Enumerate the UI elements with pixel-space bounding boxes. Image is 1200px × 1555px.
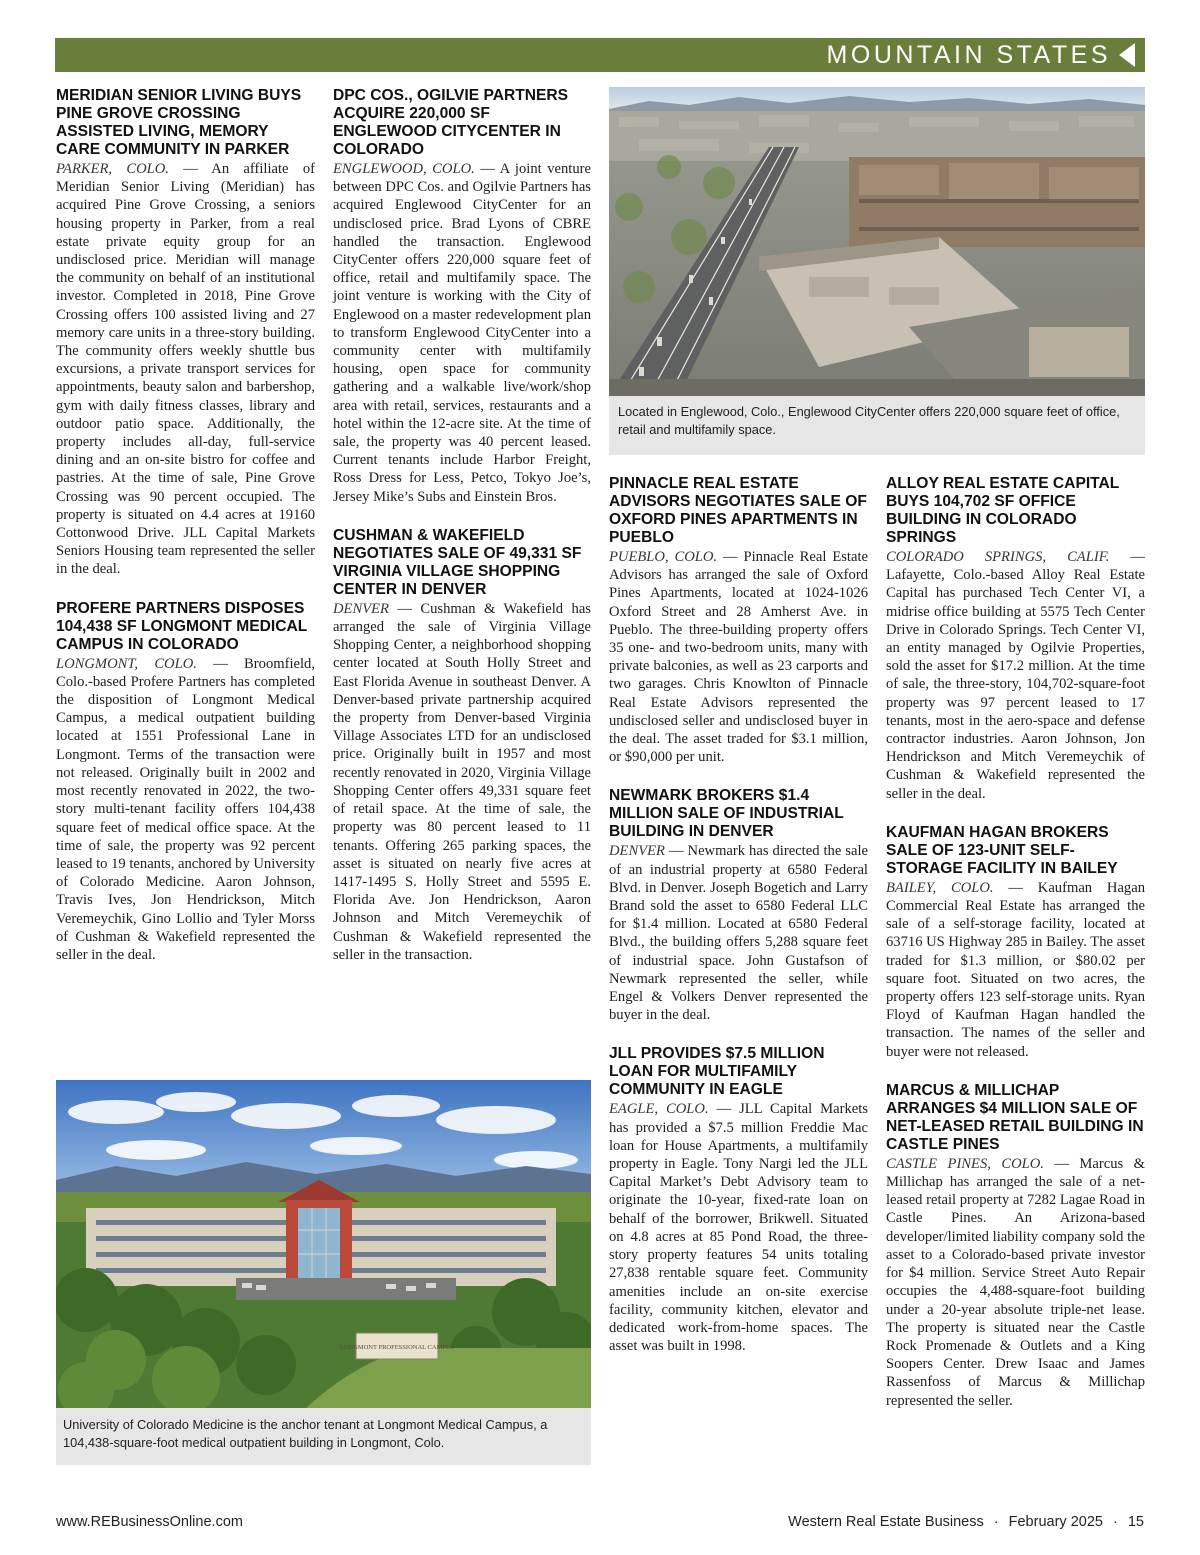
column-1 xyxy=(56,87,315,985)
article-headline: JLL PROVIDES $7.5 MILLION LOAN FOR MULTIFAMILY COMMUNITY IN EAGLE xyxy=(609,1045,825,1099)
article-text: — Cushman & Wakefield has arranged the sale of Virginia Village Shopping Center, a neighborhood shopping center located at South Holly Street and East Florida Avenue in southeast Denver. A Denver-based private partnership acquired the property from Denver-based Virginia Village Associates LTD for an undisclosed price. Originally built in 1957 and most recently renovated in 2020, Virginia Village Shopping Center offers 49,331 square feet of retail space. At the time of sale, the property was 80 percent leased to 11 tenants. Offering 265 parking spaces, the asset is situated on nearly five acres at 1417-1495 S. Holly Street and 5595 E. Florida Ave. Jon Hendrickson, Aaron Johnson and Mitch Veremeychik of Cushman & Wakefield represented the seller in the transaction. xyxy=(333,600,591,963)
article-text: — Marcus & Millichap has arranged the sale of a net-leased retail property at 7282 Lagae Road in Castle Pines. An Arizona-based developer/limited liability company sold the asset to a Colorado-based private investor for $4 million. Service Street Auto Repair occupies the 4,488-square-foot building under a 20-year absolute triple-net lease. The property is situated near the Castle Rock Promenade & Outlets and a King Soopers Center. Drew Isaac and James Rassenfoss of Marcus & Millichap represented the seller. xyxy=(886,1155,1145,1409)
article-text: — Pinnacle Real Estate Advisors has arranged the sale of Oxford Pines Apartments, located at 1024-1026 Oxford Street and 28 Amherst Ave. in Pueblo. The three-building property offers 35 one- and two-bedroom units, many with private balconies, as well as 23 carports and two garages. Chris Knowlton of Pinnacle Real Estate Advisors represented the undisclosed seller and undisclosed buyer in the deal. The asset traded for $3.1 million, or $90,000 per unit. xyxy=(609,549,868,766)
article-jll xyxy=(609,1045,868,1355)
footer-publication: Western Real Estate Business xyxy=(788,1514,984,1530)
article-dateline: LONGMONT, COLO. xyxy=(56,655,197,672)
article-cushman xyxy=(333,527,591,964)
footer-separator: · xyxy=(993,1514,999,1530)
column-2 xyxy=(333,87,591,985)
article-pinnacle xyxy=(609,475,868,766)
article-marcus xyxy=(886,1082,1145,1410)
banner-arrow-icon xyxy=(1119,43,1135,67)
footer-separator: · xyxy=(1112,1514,1118,1530)
article-body xyxy=(56,160,315,579)
article-dateline: CASTLE PINES, COLO. xyxy=(886,1155,1044,1172)
article-dateline: DENVER xyxy=(609,843,665,860)
article-text: — An affiliate of Meridian Senior Living (Meridian) has acquired Pine Grove Crossing, a seniors housing property in Parker, from a real estate private equity group for an undisclosed price. Meridian will manage the community on behalf of an institutional investor. Completed in 2018, Pine Grove Crossing offers 100 assisted living and 27 memory care units in a three-story building. The community offers weekly shuttle bus excursions, a private transport services for appointments, beauty salon and barbershop, gym with daily fitness classes, library and outdoor patio space. Additionally, the property includes all-day, full-service dining and an on-site bistro for coffee and pastries. At the time of sale, Pine Grove Crossing was 90 percent occupied. The property is situated on 4.4 acres at 19160 Cottonwood Drive. JLL Capital Markets Seniors Housing team represented the seller in the deal. xyxy=(56,161,315,578)
article-text: — JLL Capital Markets has provided a $7.5 million Freddie Mac loan for House Apartments, a multifamily property in Eagle. Tony Nargi led the JLL Capital Market’s Debt Advisory team to originate the 10-year, fixed-rate loan on behalf of the borrower, Brikwell. Situated on 4.8 acres at 85 Pond Road, the three-story property features 54 units totaling 27,838 rentable square feet. Community amenities include an on-site exercise facility, community kitchen, elevator and dedicated work-from-home spaces. The asset was built in 1998. xyxy=(609,1101,868,1355)
article-body xyxy=(886,548,1145,803)
article-dateline: PARKER, COLO. xyxy=(56,161,169,177)
article-dateline: PUEBLO, COLO. xyxy=(609,549,718,565)
article-dpc xyxy=(333,87,591,506)
photo-longmont-frame xyxy=(56,1080,591,1465)
article-headline: MARCUS & MILLICHAP ARRANGES $4 MILLION SALE OF NET-LEASED RETAIL BUILDING IN CASTLE PINES xyxy=(886,1081,1144,1153)
article-dateline: ENGLEWOOD, COLO. xyxy=(333,161,475,177)
column-3 xyxy=(609,475,868,1376)
article-headline: KAUFMAN HAGAN BROKERS SALE OF 123-UNIT SELF-STORAGE FACILITY IN BAILEY xyxy=(886,823,1118,877)
footer-website: www.REBusinessOnline.com xyxy=(56,1514,243,1530)
article-body xyxy=(609,548,868,766)
article-kaufman xyxy=(886,824,1145,1061)
article-dateline: BAILEY, COLO. xyxy=(886,879,994,896)
page-number: 15 xyxy=(1127,1514,1144,1530)
photo-longmont-caption: University of Colorado Medicine is the anchor tenant at Longmont Medical Campus, a 104,438-square-foot medical outpatient building in Longmont, Colo. xyxy=(63,1417,548,1450)
photo-longmont-sign-text: LONGMONT PROFESSIONAL CAMPUS xyxy=(339,1344,455,1351)
article-text: — Kaufman Hagan Commercial Real Estate has arranged the sale of a self-storage facility, located at 63716 US Highway 285 in Bailey. The asset traded for $1.3 million, or $80.02 per square foot. Situated on two acres, the property offers 123 self-storage units. Ryan Floyd of Kaufman Hagan handled the transaction. The names of the seller and buyer were not released. xyxy=(886,879,1146,1060)
article-headline: NEWMARK BROKERS $1.4 MILLION SALE OF INDUSTRIAL BUILDING IN DENVER xyxy=(609,787,844,841)
footer-issue: February 2025 xyxy=(1008,1514,1103,1530)
photo-englewood-frame xyxy=(609,87,1145,455)
section-banner xyxy=(55,38,1145,72)
article-profere xyxy=(56,600,315,964)
article-body xyxy=(609,842,868,1024)
article-body xyxy=(886,1155,1145,1410)
footer-right xyxy=(788,1514,1144,1530)
article-dateline: DENVER xyxy=(333,600,389,617)
article-body xyxy=(886,879,1145,1061)
article-headline: PROFERE PARTNERS DISPOSES 104,438 SF LONGMONT MEDICAL CAMPUS IN COLORADO xyxy=(56,599,307,653)
article-dateline: EAGLE, COLO. xyxy=(609,1101,709,1118)
article-alloy xyxy=(886,475,1145,803)
article-text: — A joint venture between DPC Cos. and Ogilvie Partners has acquired Englewood CityCenter for an undisclosed price. Brad Lyons of CBRE handled the transaction. Englewood CityCenter offers 220,000 square feet of office, retail and multifamily space. The joint venture is working with the City of Englewood on a master redevelopment plan to transform Englewood CityCenter into a community center with multifamily housing, open space for community gathering and a walkable live/work/shop area with retail, services, restaurants and a hotel within the 12-acre site. At the time of sale, the property was 40 percent leased. Current tenants include Harbor Freight, Ross Dress for Less, Petco, Tokyo Joe’s, Jersey Mike’s Subs and Einstein Bros. xyxy=(333,161,591,505)
column-4 xyxy=(886,475,1145,1431)
article-body xyxy=(609,1100,868,1355)
article-headline: ALLOY REAL ESTATE CAPITAL BUYS 104,702 SF OFFICE BUILDING IN COLORADO SPRINGS xyxy=(886,475,1120,546)
article-newmark xyxy=(609,787,868,1024)
article-headline: DPC COS., OGILVIE PARTNERS ACQUIRE 220,000 SF ENGLEWOOD CITYCENTER IN COLORADO xyxy=(333,87,569,158)
article-meridian xyxy=(56,87,315,579)
article-text: — Newmark has directed the sale of an industrial property at 6580 Federal Blvd. in Denver. Joseph Bogetich and Larry Brand sold the asset to 6580 Federal LLC for $1.4 million. Located at 6580 Federal Blvd., the building offers 5,288 square feet of industrial space. John Gustafson of Newmark represented the seller, while Engel & Volkers Denver represented the buyer in the deal. xyxy=(609,843,868,1024)
article-body xyxy=(333,600,591,964)
article-headline: PINNACLE REAL ESTATE ADVISORS NEGOTIATES SALE OF OXFORD PINES APARTMENTS IN PUEBLO xyxy=(609,475,867,546)
article-body xyxy=(333,160,591,506)
article-body xyxy=(56,655,315,964)
photo-englewood-caption: Located in Englewood, Colo., Englewood CityCenter offers 220,000 square feet of office, retail and multifamily space. xyxy=(618,404,1120,437)
article-headline: CUSHMAN & WAKEFIELD NEGOTIATES SALE OF 49,331 SF VIRGINIA VILLAGE SHOPPING CENTER IN DENVER xyxy=(333,526,582,598)
photo-englewood xyxy=(609,87,1145,396)
article-dateline: COLORADO SPRINGS, CALIF. xyxy=(886,549,1110,565)
article-headline: MERIDIAN SENIOR LIVING BUYS PINE GROVE CROSSING ASSISTED LIVING, MEMORY CARE COMMUNITY IN PARKER xyxy=(56,87,302,158)
article-text: — Lafayette, Colo.-based Alloy Real Estate Capital has purchased Tech Center VI, a midrise office building at 5575 Tech Center Drive in Colorado Springs. Tech Center VI, an entity managed by Ogilvie Properties, sold the asset for $17.2 million. At the time of sale, the three-story, 104,702-square-foot property was 97 percent leased to 17 tenants, most in the aero-space and defense contractor industries. Aaron Johnson, Jon Hendrickson and Mitch Veremeychik of Cushman & Wakefield represented the seller in the deal. xyxy=(886,549,1145,802)
photo-longmont xyxy=(56,1080,591,1408)
section-title: MOUNTAIN STATES xyxy=(826,41,1111,69)
article-text: — Broomfield, Colo.-based Profere Partners has completed the disposition of Longmont Medical Campus, a medical outpatient building located at 1551 Professional Lane in Longmont. Terms of the transaction were not released. Originally built in 2002 and most recently renovated in 2022, the two-story multi-tenant facility offers 104,438 square feet of medical office space. At the time of sale, the property was 92 percent leased to 19 tenants, anchored by University of Colorado Medicine. Aaron Johnson, Travis Ives, Jon Hendrickson, Mitch Veremeychik, Gino Lollio and Tyler Morss of Cushman & Wakefield represented the seller in the deal. xyxy=(56,655,315,963)
